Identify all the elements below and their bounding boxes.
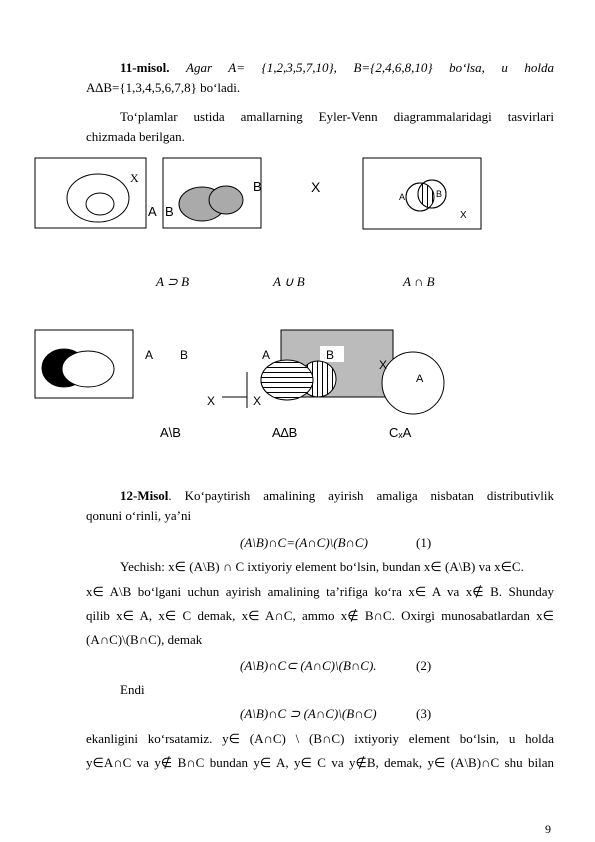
set-b-ellipse xyxy=(62,351,114,387)
caption-complement: CₓA xyxy=(389,425,412,440)
paragraph-line: A∆B={1,3,4,5,6,7,8} bo‘ladi. xyxy=(86,80,241,95)
label-a: A xyxy=(148,204,157,219)
paragraph-line: chizmada berilgan. xyxy=(86,129,185,144)
paragraph-line: y∈A∩C va y∉ B∩C bundan y∈ A, y∈ C va y∉B, demak, y∈ (A\B)∩C shu bilan xyxy=(86,755,554,770)
paragraph-line: (A∩C)\(B∩C), demak xyxy=(86,632,203,647)
page-number: 9 xyxy=(545,822,551,836)
set-a-circle xyxy=(382,352,444,414)
label-b: B xyxy=(253,179,262,194)
text-span: . Ko‘paytirish amalining ayirish amaliga nisbatan distributivlik xyxy=(168,488,554,503)
paragraph-line: qonuni o‘rinli, ya’ni xyxy=(86,508,192,523)
label-b: B xyxy=(326,348,335,362)
paragraph-line: Endi xyxy=(120,682,145,697)
equation-number: (2) xyxy=(416,658,432,673)
paragraph-line: qilib x∈ A, x∈ C demak, x∈ A∩C, ammo x∉ B∩C. Oxirgi munosabatlardan x∈ xyxy=(86,608,554,623)
set-b-ellipse xyxy=(209,186,243,214)
label-x: X xyxy=(130,171,139,185)
formula: (A\B)∩C=(A∩C)\(B∩C) xyxy=(240,535,368,550)
label-x: X xyxy=(379,358,388,372)
label-a: A xyxy=(262,348,271,362)
label-b: B xyxy=(180,348,189,362)
caption-superset: A ⊃ B xyxy=(156,274,190,289)
example-title: 12-Misol xyxy=(120,488,169,503)
label-b: B xyxy=(165,204,174,219)
example-title: 11-misol. xyxy=(120,60,170,75)
formula: (A\B)∩C ⊃ (A∩C)\(B∩C) xyxy=(240,706,377,721)
paragraph-line: ekanligini ko‘rsatamiz. y∈ (A∩C) \ (B∩C) ixtiyoriy element bo‘lsin, u holda xyxy=(86,731,554,746)
caption-difference: A\B xyxy=(160,425,181,440)
set-a-overlay xyxy=(261,360,313,400)
equation-number: (1) xyxy=(416,535,432,550)
formula-line xyxy=(240,533,560,552)
caption-intersection: A ∩ B xyxy=(403,274,435,289)
paragraph-line xyxy=(120,486,554,505)
paragraph-line: To‘plamlar ustida amallarning Eyler-Venn diagrammalaridagi tasvirlari xyxy=(120,109,554,124)
formula: (A\B)∩C⊂ (A∩C)\(B∩C). xyxy=(240,658,377,673)
label-a: A xyxy=(145,348,154,362)
label-a: A xyxy=(416,373,424,385)
label-x: X xyxy=(253,394,262,408)
label-x: X xyxy=(207,394,216,408)
label-x: X xyxy=(460,210,467,221)
label-x: X xyxy=(311,179,321,195)
paragraph-line: x∈ A\B bo‘lgani uchun ayirish amalining ta’rifiga ko‘ra x∈ A va x∉ B. Shunday xyxy=(86,584,554,599)
caption-symmetric-difference: A∆B xyxy=(272,425,298,440)
formula-line xyxy=(240,704,560,723)
paragraph-line: Yechish: x∈ (A\B) ∩ C ixtiyoriy element bo‘lsin, bundan x∈ (A\B) va x∈C. xyxy=(120,559,524,574)
text-span: Agar A= {1,2,3,5,7,10}, B={2,4,6,8,10} bo‘lsa, u holda xyxy=(186,60,554,75)
caption-union: A ∪ B xyxy=(273,274,305,289)
set-b-ellipse xyxy=(86,193,114,215)
formula-line xyxy=(240,656,560,675)
label-b: B xyxy=(436,189,443,199)
equation-number: (3) xyxy=(416,706,432,721)
label-a: A xyxy=(399,192,406,202)
